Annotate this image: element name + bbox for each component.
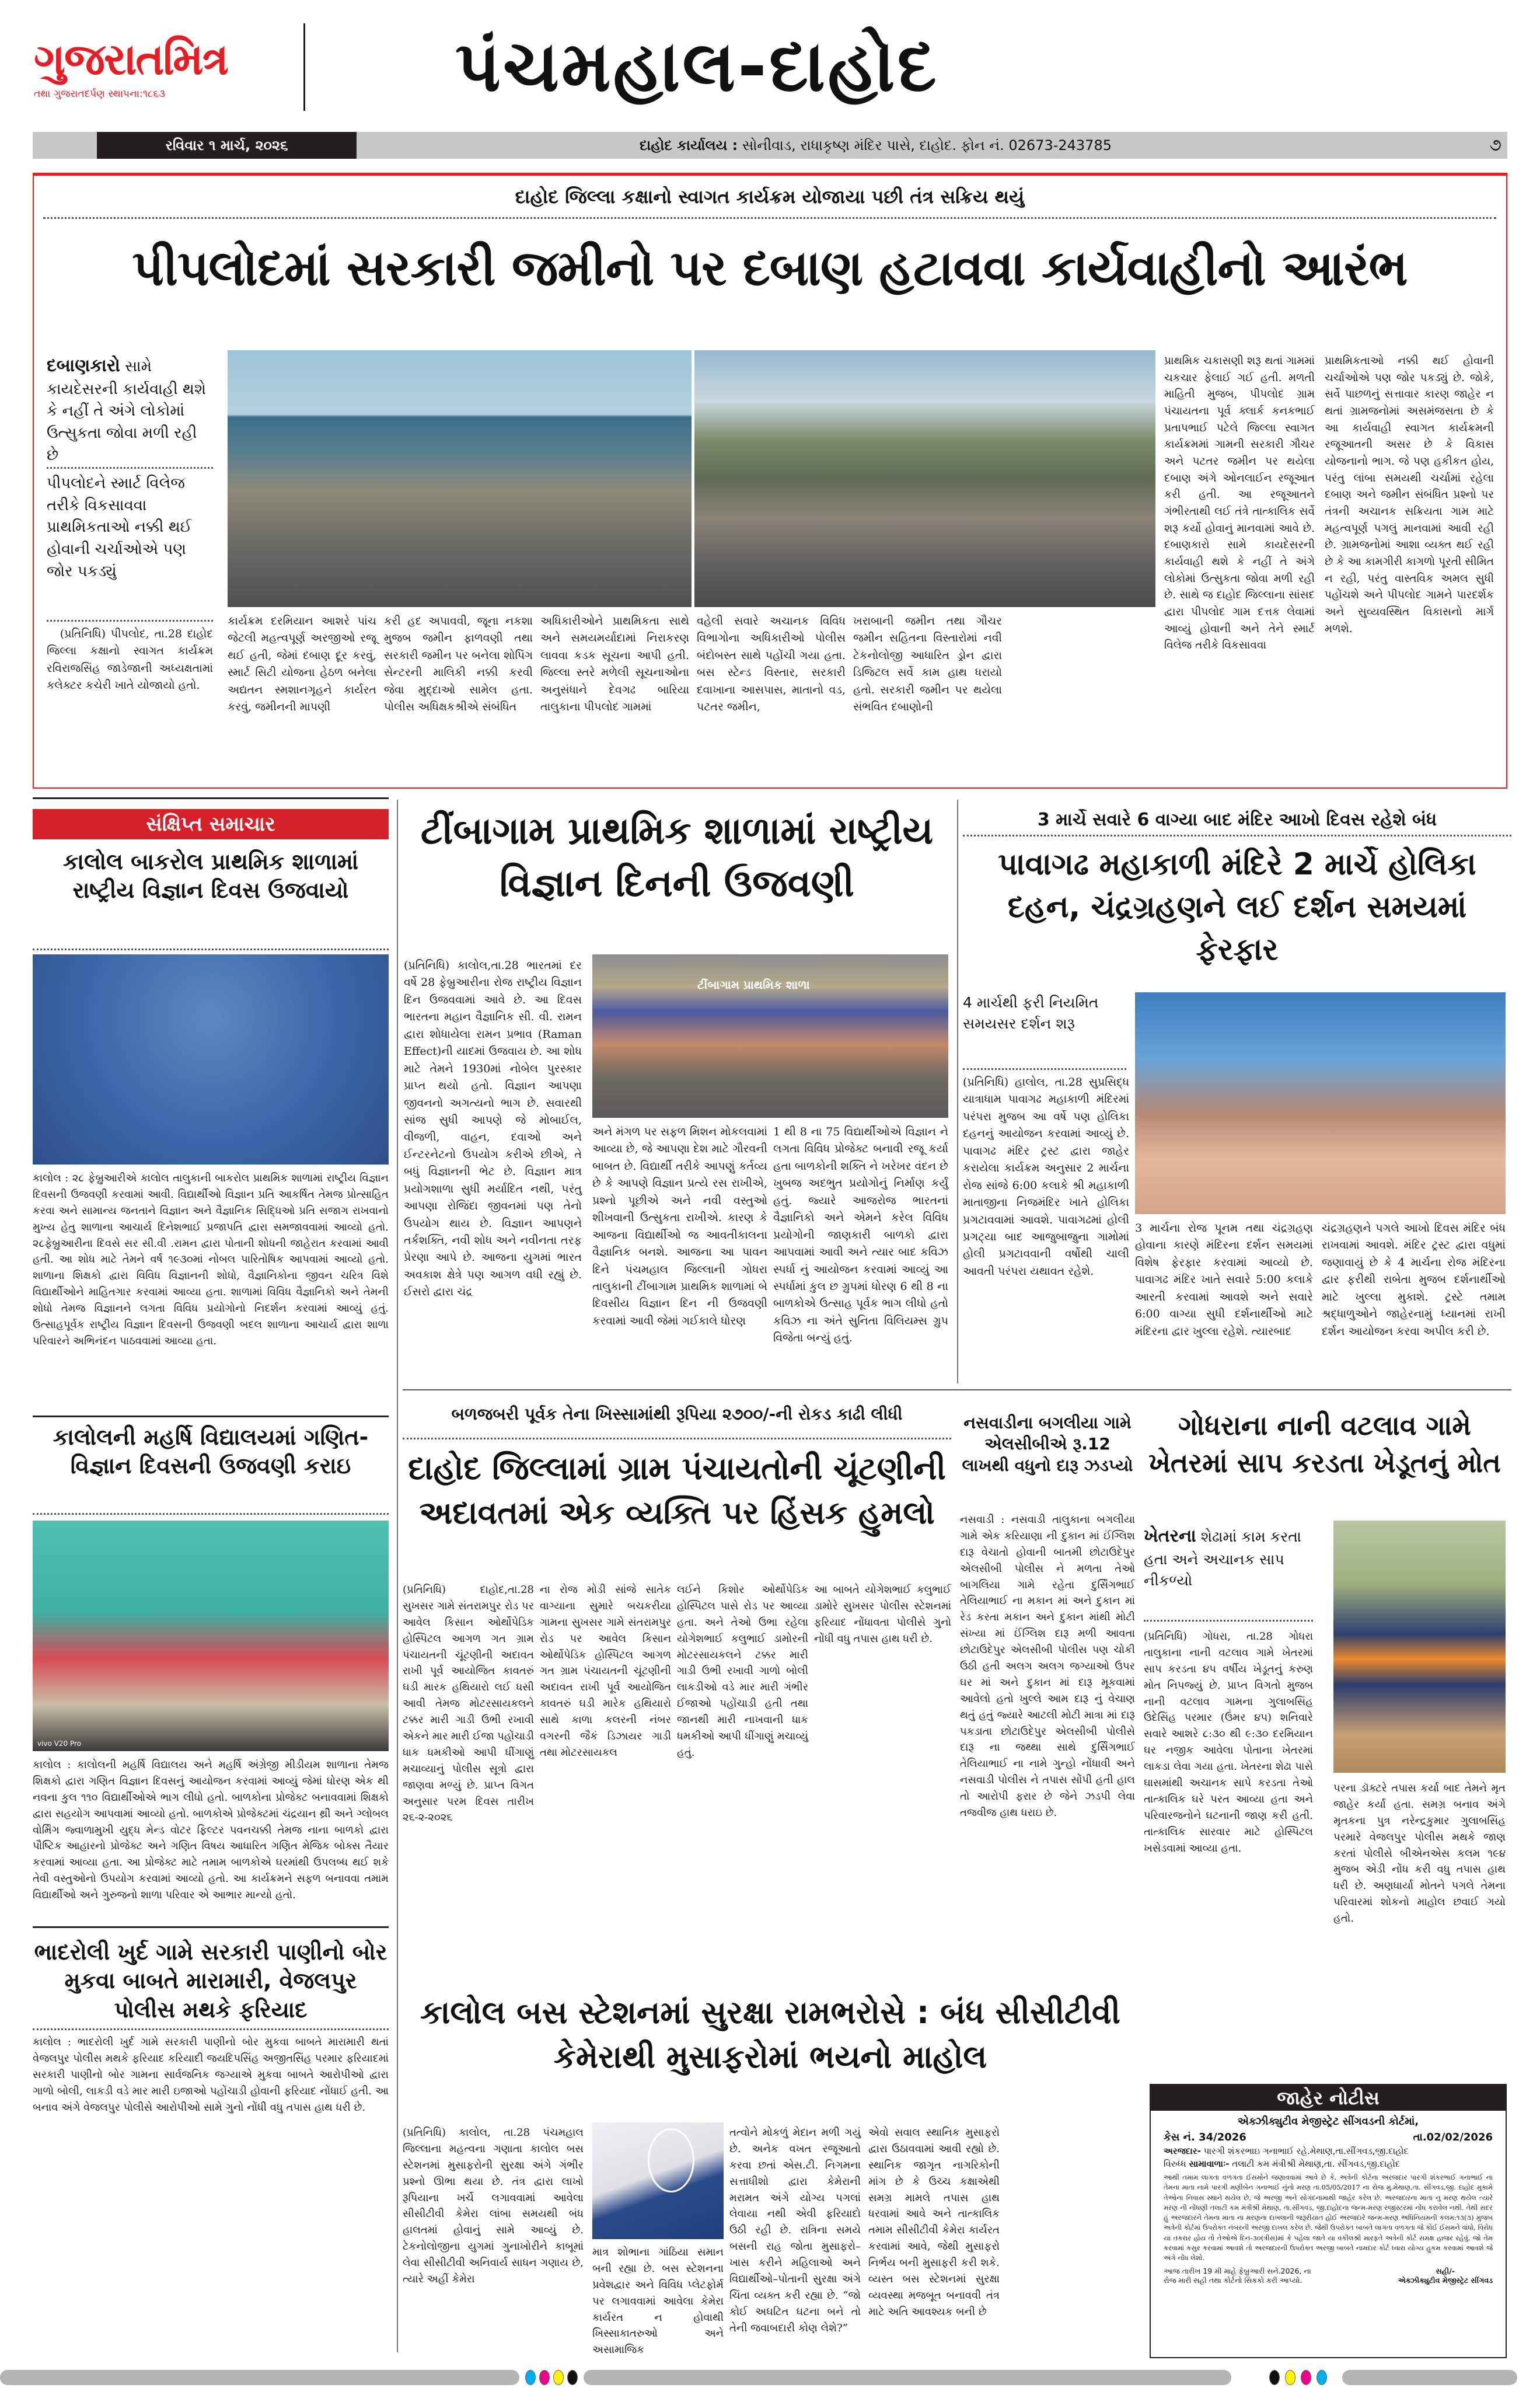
snake-highlight-text: શેઢામાં કામ કરતા હતા અને અચાનક સાપ નીકળ્યો [1144, 1528, 1301, 1589]
notice-footer-left-2: રોજ મારી સહી તથા કોર્ટનો સિકકો કરી આપ્યો. [1164, 2276, 1302, 2285]
notice-case-row [1151, 2128, 1506, 2143]
attack-kicker: બળજબરી પૂર્વક તેના ખિસ્સામાંથી રૂપિયા ૨૭૦૦/-ની રોકડ કાઢી લીધી [451, 1404, 903, 1424]
registration-marks-1 [525, 2370, 578, 2385]
magenta-registration-mark [539, 2370, 550, 2385]
pavagadh-column-2: 3 માર્ચના રોજ પૂનમ તથા ચંદ્રગ્રહણ હોવાના કારણે મંદિરના દર્શન સમયમાં વિશેષ ફેરફાર કરવામાં આવ્યો છે. પાવાગઢ મંદિર ખાતે સવારે 5:00 કલાકે આરતી કરવામાં આવશે અને સવારે 6:00 વાગ્યા સુધી દર્શનાર્થીઓ માટે મંદિરના દ્વાર ખુલ્લા રહેશે. ત્યારબાદ [1135, 1222, 1313, 1338]
lead-highlight-1-bold: દબાણકારો [47, 355, 120, 376]
notice-signatory: એક્ઝીક્યુટીવ મેજીસ્ટ્રેટ સીંગવડ [1398, 2276, 1493, 2285]
lead-headline: પીપલોદમાં સરકારી જમીનો પર દબાણ હટાવવા કાર્યવાહીનો આરંભ [132, 239, 1408, 297]
brief-2-top-rule [33, 1416, 389, 1417]
cctv-column-1: (પ્રતિનિધિ) કાલોલ, તા.28 પંચમહાલ જિલ્લાના મહત્વના ગણાતા કાલોલ બસ સ્ટેશનમાં મુસાફરોની સુરક્ષા અંગે ગંભીર પ્રશ્નો ઊભા થયા છે. તંત્ર દ્વારા લાખો રૂપિયાના ખર્ચે લગાવવામાં આવેલા સીસીટીવી કેમેરા લાંબા સમયથી બંધ હાલતમાં હોવાનું સામે આવ્યું છે. ટેકનોલોજીના યુગમાં ગુનાખોરીને કાબૂમાં લેવા સીસીટીવી અનિવાર્ય સાધન ગણાય છે, ત્યારે અહીં કેમેરા [403, 2126, 584, 2286]
attack-column-1: (પ્રતિનિધિ) દાહોદ,તા.28 સુખસર ગામે સંતરામપુર રોડ પર આવેલ કિસાન ઓર્થોપેડિક હોસ્પિટલ આગળ ગત ગ્રામ પંચાયતની ચૂંટણીની અદાવત રાખી પૂર્વ આયોજિત કાવતરું ઘડી મારક હથિયારો લઈ ધસી આવી તેમજ મોટરસાયકલને ટક્કર મારી ગાડી ઉભી રખાવી એકને માર મારી ઈજા પહોંચાડી ધાક ધમકીઓ આપી ધીંગાણું મચાવ્યાનું પોલીસ સૂત્રો દ્વારા જાણવા મળ્યું છે. પ્રાપ્ત વિગત અનુસાર પરમ દિવસ તારીખ ૨૬-૨-૨૦૨૬ [403, 1584, 535, 1824]
lead-highlight-1 [47, 353, 213, 466]
page-number: ૭ [1489, 135, 1501, 155]
pavagadh-highlight: 4 માર્ચથી ફરી નિયમિત સમયસર દર્શન શરૂ [963, 994, 1099, 1033]
cyan-registration-mark [1316, 2370, 1327, 2385]
issue-date: રવિવાર ૧ માર્ચ, ૨૦૨૬ [97, 132, 357, 159]
registration-bar-middle [584, 2370, 1231, 2385]
registration-bar-left [0, 2370, 519, 2385]
lead-photo-encroachment-removal [228, 350, 692, 607]
brief-3-headline: ભાદરોલી ખુર્દ ગામે સરકારી પાણીનો બોર મુકવા બાબતે મારામારી, વેજલપુર પોલીસ મથકે ફરિયાદ [34, 1939, 387, 2023]
black-registration-mark [1269, 2370, 1280, 2385]
brief-1-headline: કાલોલ બાકરોલ પ્રાથમિક શાળામાં રાષ્ટ્રીય વિજ્ઞાન દિવસ ઉજવાયો [62, 849, 359, 904]
cctv-photo-camera [592, 2122, 724, 2239]
cctv-column-2: માત્ર શોભાના ગાંઠિયા સમાન બની રહ્યા છે. બસ સ્ટેશનના પ્રવેશદ્વાર અને વિવિધ પ્લેટફોર્મ પર લગાવવામાં આવેલા કેમેરા કાર્યરત ન હોવાથી ખિસ્સાકાતરુઓ અને અસામાજિક [592, 2246, 724, 2356]
yellow-registration-mark [553, 2370, 564, 2385]
magenta-registration-mark [1301, 2370, 1311, 2385]
pavagadh-headline: પાવાગઢ મહાકાળી મંદિરે 2 માર્ચે હોલિકા દહન, ચંદ્રગ્રહણને લઈ દર્શન સમયમાં ફેરફાર [998, 847, 1476, 967]
notice-applicant-label: અરજદાર- [1164, 2146, 1201, 2156]
camera-highlight-circle [648, 2128, 694, 2192]
brief-2-headline: કાલોલની મહર્ષિ વિદ્યાલયમાં ગણિત-વિજ્ઞાન દિવસની ઉજવણી કરાઇ [53, 1424, 369, 1479]
snake-photo-farmer [1333, 1521, 1506, 1773]
lead-kicker: દાહોદ જિલ્લા કક્ષાનો સ્વાગત કાર્યક્રમ યોજાયા પછી તંત્ર સક્રિય થયું [515, 186, 1025, 208]
brief-1-body: કાલોલ : ૨૮ ફેબ્રુઆરીએ કાલોલ તાલુકાની બાકરોલ પ્રાથમિક શાળામાં રાષ્ટ્રીય વિજ્ઞાન દિવસની ઉજવણી કરવામાં આવી. વિદ્યાર્થીઓ વિજ્ઞાન પ્રતિ આકર્ષિત તેમજ પ્રોત્સાહિત કરવા અને સામાન્ય જનતાને વિજ્ઞાન અને વૈજ્ઞાનિક સિદ્ધિઓ પ્રતિ સજાગ રાખવાનો મુખ્ય હેતુ શાળાના આચાર્ય દિનેશભાઈ પ્રજાપતિ દ્વારા સમજાવવામાં આવ્યો હતો. ૨૮ફેબ્રુઆરીના દિવસે સર સી.વી .રામન દ્વારા પોતાની શોધની જાહેરાત કરવામાં આવી હતી. આ શોધ માટે તેમને વર્ષ ૧૯૩૦માં નોબલ પારિતોષિક આપવામાં આવ્યો હતો. શાળાના શિક્ષકો દ્વારા વિવિધ વિજ્ઞાનની શોધો, વૈજ્ઞાનિકોના જીવન ચરિત્ર વિશે વિદ્યાર્થીઓને માહિતગાર કરવામાં આવ્યા હતા. શાળામાં વિવિધ વૈજ્ઞાનિકો અને તેમની શોધો તેમજ વિજ્ઞાનને લગતા વિવિધ પ્રયોગોનો નિદર્શન કરવામાં આવ્યું હતું. ઉત્સાહપૂર્વક રાષ્ટ્રીય વિજ્ઞાન દિવસની ઉજવણી બદલ શાળાના આચાર્ય દ્વારા શાળા પરિવારને અભિનંદન પાઠવવામાં આવ્યા હતા. [33, 1172, 389, 1347]
notice-body: આથી તમામ લાગતા વળગતા ઈસમોને જણાવવામાં આવે છે કે, અત્રેની કોર્ટના અરજદાર પારગી શંકરભાઈ ગનાભાઈ ના તેમના માતા નામે પારગી મણીબેન ગનાભાઈ નુંનો મરણ તા.05/05/2017 ના રોજ મુ.મેથાણ,તા. સીંગવડ,જી. દાહોદ મુકામે તેઓના નિવાસ સ્થાને થયેલ છે, જે અરજી અને સોગંદનામાથી જાહેર કરેલ છે. અરજદારના માતા નુ મરણ થયેલ ત્યારે મરણ ની નોંધણી તલાટી કમ મંત્રીશ્રી મેથાણ, તા.સીંગવડ, જી.દાહોદના જન્મ-મરણ રજીસ્ટરમાં નોંધ કરાવેલ નથી. તેથી સદર હું અરજદારને તેમના માતા ના મરણના દાખલાની જરૂરીયાત હોઈ અરજદારે જન્મ-મરણ અધિનિયમની કલમ:૧૩(૩) મુજબ અત્રેની કોર્ટમાં ઉપરોક્ત નંબરની અરજી દાખલ કરેલ છે. જેથી ઉપરોક્ત બાબતે લાગતા વળગતા જે કોઈ ઈસમને વાંધો, વિરોધ યા તકરાર હોય તો તેઓએ દિન-૩૦(ત્રીસ)માં કે પહેલા જાતે યા વકીલશ્રી મારફતે અત્રેની કોર્ટ સમક્ષ હાજર રહેવું. જો તેમ કરવામાં કસુર કરવામાં આવશે તો અરજદારની ઉપરોક્ત અરજી બાબતે નામદાર કોર્ટ ધ્વારા યોગ્ય હુકમ કરવામાં આવશે જે અંગે નોંધ લેશો. [1164, 2173, 1493, 2262]
notice-title: જાહેર નોટીસ [1151, 2085, 1506, 2111]
lead-column-4: અધિકારીઓને પ્રાથમિકતા સાથે અને સમયમર્યાદામાં નિરાકરણ લાવવા કડક સૂચના આપી હતી. જિલ્લા સ્તરે મળેલી સૂચનાઓના અનુસંધાને દેવગઢ બારિયા તાલુકાના પીપલોદ ગામમાં [540, 615, 689, 714]
cyan-registration-mark [525, 2370, 536, 2385]
snake-highlight [1144, 1524, 1313, 1591]
lead-column-1 [47, 626, 213, 695]
black-registration-mark [567, 2370, 578, 2385]
briefs-top-rule [33, 797, 389, 799]
lead-column-8: પ્રાથમિકતાઓ નક્કી થઈ હોવાની ચર્ચાઓએ પણ જોર પકડ્યું છે. જોકે, સર્વે પાછળનું સત્તાવાર કારણ જાહેર ન થતાં ગ્રામજનોમાં અસમંજસતા છે કે આ કાર્યવાહી સ્વાગત કાર્યક્રમની રજૂઆતની અસર છે કે વિકાસ યોજનાનો ભાગ. જે પણ હકીકત હોય, પરંતુ લાંબા સમયથી ચર્ચામાં રહેલા દબાણ અને જમીન સંબંધિત પ્રશ્નો પર તંત્રની અચાનક સક્રિયતા ગામ માટે મહત્વપૂર્ણ પગલું માનવામાં આવી રહી છે. ગ્રામજનોમાં આશા વ્યક્ત થઈ રહી છે કે આ કામગીરી કાગળો પૂરતી સીમિત ન રહી, પરંતુ વાસ્તવિક અમલ સુધી પહોંચશે અને પીપલોદ ગામને પારદર્શક અને સુવ્યવસ્થિત વિકાસનો માર્ગ મળશે. [1325, 355, 1494, 635]
cctv-headline: કાલોલ બસ સ્ટેશનમાં સુરક્ષા રામભરોસે : બંધ સીસીટીવી કેમેરાથી મુસાફરોમાં ભયનો માહોલ [420, 1994, 1120, 2075]
office-address-text: સોનીવાડ, રાધાકૃષ્ણ મંદિર પાસે, દાહોદ. ફોન નં. 02673-243785 [742, 137, 1112, 154]
snake-column-1: (પ્રતિનિધિ) ગોધરા, તા.28 ગોધરા તાલુકાના નાની વટલાવ ગામે ખેતરમાં સાપ કરડતા ૪૫ વર્ષીય ખેડૂતનું કરુણ મોત નિપજ્યું છે. પ્રાપ્ત વિગતો મુજબ નાની વટલાવ ગામના ગુલાબસિંહ ઉદેસિંહ પરમાર (ઉંમર ૪૫) શનિવારે સવારે આશરે ૮:૩૦ થી ૯:૩૦ દરમિયાન ઘર નજીક આવેલા પોતાના ખેતરમાં લાકડા લેવા ગયા હતા. ખેતરના શેઢા પાસે ઘાસમાંથી અચાનક સાપે કરડતા તેઓ તાત્કાલિક ઘરે પરત આવ્યા હતા અને પરિવારજનોને ઘટનાની જાણ કરી હતી. તાત્કાલિક સારવાર માટે હોસ્પિટલ ખસેડવામાં આવ્યા હતા. [1144, 1630, 1313, 1854]
lead-column-2: કાર્યક્રમ દરમિયાન આશરે પાંચ જેટલી મહત્વપૂર્ણ અરજીઓ રજૂ થઈ હતી, જેમાં દબાણ દૂર કરવું, સ્માર્ટ સિટી યોજના હેઠળ બનેલા અદ્યતન સ્મશાનગૃહને કાર્યરત કરવું, જમીનની માપણી [228, 615, 376, 714]
cctv-column-3: તત્વોને મોકળું મેદાન મળી ગયું છે. અનેક વખત રજૂઆતો કરવા છતાં એસ.ટી. નિગમના સત્તાધીશો દ્વારા કેમેરાની મરામત અંગે યોગ્ય પગલાં લેવાયા નથી એવી ફરિયાદો ઉઠી રહી છે. રાત્રિના સમયે બસની રાહ જોતા મુસાફરો–ખાસ કરીને મહિલાઓ અને વિદ્યાર્થીઓ–પોતાની સુરક્ષા અંગે ચિંતા વ્યક્ત કરી રહ્યા છે. “જો કોઈ અઘટિત ઘટના બને તો તેની જવાબદારી કોણ લેશે?” [729, 2126, 861, 2334]
snake-highlight-bold: ખેતરના [1144, 1526, 1196, 1546]
science-column-1: (પ્રતિનિધિ) કાલોલ,તા.28 ભારતમાં દર વર્ષે 28 ફેબ્રુઆરીના રોજ રાષ્ટ્રીય વિજ્ઞાન દિન ઉજવવામાં આવે છે. આ દિવસ ભારતના મહાન વૈજ્ઞાનિક સી. વી. રામન દ્વારા શોધાયેલા રામન પ્રભાવ (Raman Effect)ની યાદમાં ઉજવાય છે. આ શોધ માટે તેમને 1930માં નોબેલ પુરસ્કાર પ્રાપ્ત થયો હતો. વિજ્ઞાન આપણા જીવનનો અગત્યનો ભાગ છે. સવારથી સાંજ સુધી આપણે જે મોબાઈલ, વીજળી, વાહન, દવાઓ અને ઈન્ટરનેટનો ઉપયોગ કરીએ છીએ, તે બધું વિજ્ઞાનની ભેટ છે. વિજ્ઞાન માત્ર પ્રયોગશાળા સુધી મર્યાદિત નથી, પરંતુ આપણા રોજિંદા જીવનમાં પણ તેનો ઉપયોગ થાય છે. વિજ્ઞાન આપણને તર્કશક્તિ, નવી શોધ અને નવીનતા તરફ પ્રેરણા આપે છે. આજના યુગમાં ભારત અવકાશ ક્ષેત્રે પણ આગળ વધી રહ્યું છે. ઈસરો દ્વારા ચંદ્ર [404, 959, 582, 1299]
registration-marks-2 [1269, 2370, 1327, 2385]
brief-3-body: કાલોલ : ભાદરોલી ખુર્દ ગામે સરકારી પાણીનો બોર મુકવા બાબતે મારામારી થતાં વેજલપુર પોલીસ મથકે ફરિયાદ કરિયાદી જયદિપસિંહ અજીતસિંહ પરમાર ફરિયાદમાં સરકારી પાણીનો બોર ગામના સાર્વજનિક જગ્યાએ મુકવા બાબતે આરોપીઓ દ્વારા ગાળો બોલી, લાકડી વડે માર મારી ઇજાઓ પહોંચાડી હોવાની ફરિયાદ નોંધાઈ હતી. આ બનાવ અંગે વેજલપુર પોલીસે આરોપીઓ સામે ગુનો નોંધી વધુ તપાસ હાથ ધરી છે. [33, 2036, 389, 2114]
snake-column-2: પરના ડૉક્ટરે તપાસ કર્યા બાદ તેમને મૃત જાહેર કર્યા હતા. સમગ્ર બનાવ અંગે મૃતકના પુત્ર નરેન્દ્રકુમાર ગુલાબસિંહ પરમારે વેજલપુર પોલીસ મથકે જાણ કરતાં પોલીસે બીએનએસ કલમ ૧૯૪ મુજબ એડી નોંધ કરી વધુ તપાસ હાથ ધરી છે. અણધાર્યા મોતને પગલે તેમના પરિવારમાં શોકનો માહોલ છવાઈ ગયો હતો. [1333, 1782, 1506, 1925]
pavagadh-column-3: ચંદ્રગ્રહણને પગલે આખો દિવસ મંદિર બંધ રાખવામાં આવશે. મંદિર ટ્રસ્ટ દ્વારા વધુમાં જણાવાયું છે કે 4 માર્ચના રોજ મંદિરના દ્વાર ફરીથી રાબેતા મુજબ દર્શનાર્થીઓ માટે ખુલ્લા મુકાશે. ટ્રસ્ટે તમામ શ્રદ્ધાળુઓને જાહેરનામું ધ્યાનમાં રાખી દર્શન આયોજન કરવા અપીલ કરી છે. [1322, 1222, 1506, 1338]
lead-highlight-1-text: સામે કાયદેસરની કાર્યવાહી થશે કે નહીં તે અંગે લોકોમાં ઉત્સુકતા જોવા મળી રહી છે [47, 358, 206, 464]
pavagadh-kicker-rule [963, 835, 1511, 836]
pavagadh-photo-temple [1135, 992, 1506, 1214]
masthead-divider [303, 23, 305, 111]
brief-3-rule [33, 2028, 389, 2030]
notice-respondent [1151, 2156, 1506, 2169]
edition-title: પંચમહાલ-દાહોદ [455, 26, 939, 107]
logo-tagline: તથા ગુજરાતદર્પણ સ્થાપના:૧૮૬૩ [34, 88, 166, 100]
cctv-column-4: એવો સવાલ સ્થાનિક મુસાફરો દ્વારા ઉઠાવવામાં આવી રહ્યો છે. સ્થાનિક જાગૃત નાગરિકોની માંગ છે કે ઉચ્ચ કક્ષાએથી સમગ્ર મામલે તપાસ હાથ ધરવામાં આવે અને તાત્કાલિક તમામ સીસીટીવી કેમેરા કાર્યરત કરવામાં આવે, જેથી મુસાફરો નિર્ભય બની મુસાફરી કરી શકે. વ્યસ્ત બસ સ્ટેશનમાં સુરક્ષા વ્યવસ્થા મજબૂત બનાવવી તંત્ર માટે અતિ આવશ્યક બની છે [868, 2126, 1000, 2318]
briefs-banner: સંક્ષિપ્ત સમાચાર [33, 809, 389, 839]
snake-headline: ગોધરાના નાની વટલાવ ગામે ખેતરમાં સાપ કરડતા ખેડૂતનું મોત [1148, 1410, 1501, 1479]
attack-column-3: લઈને કિશોર ઓર્થોપેડિક હોસ્પિટલ પાસે રોડ પર આવ્યા હતા. અને તેઓ ઉભા રહેલા યોગેશભાઈ કલુભાઈ ડામોરની મોટરસાયકલને ટક્કર મારી ગાડી ઉભી રખાવી ગાળો બોલી લાકડીઓ વડે માર મારી ગંભીર ઈજાઓ પહોંચાડી હતી તથા જાનથી મારી નાખવાની ધાક ધમકીઓ આપી ધીંગાણું મચાવ્યું હતું. [677, 1584, 808, 1759]
pavagadh-column-1: (પ્રતિનિધિ) હાલોલ, તા.28 સુપ્રસિદ્ધ યાત્રાધામ પાવાગઢ મહાકાળી મંદિરમાં પરંપરા મુજબ આ વર્ષે પણ હોલિકા દહનનું આયોજન કરવામાં આવ્યું છે. પાવાગઢ મંદિર ટ્રસ્ટ દ્વારા જાહેર કરાયેલા કાર્યક્રમ અનુસાર 2 માર્ચના રોજ સાંજે 6:00 કલાકે શ્રી મહાકાળી માતાજીના નિજમંદિર ખાતે હોલિકા પ્રગટાવવામાં આવશે. પાવાગઢમાં હોલી પ્રગટ્યા બાદ આજુબાજુના ગામોમાં હોલી પ્રગટાવવાની વર્ષોથી ચાલી આવતી પરંપરા યથાવત રહેશે. [963, 1076, 1129, 1278]
brief-1-rule [33, 949, 389, 950]
brief-3-top-rule [33, 1926, 389, 1928]
registration-bar-right [1342, 2370, 1517, 2385]
public-notice [1150, 2084, 1507, 2358]
lead-highlight-rule [47, 467, 213, 469]
notice-footer [1151, 2263, 1506, 2285]
lead-column-5: વહેલી સવારે અચાનક વિવિધ વિભાગોના અધિકારીઓ પોલીસ બંદોબસ્ત સાથે પહોંચી ગયા હતા. બસ સ્ટેન્ડ વિસ્તાર, સરકારી દવાખાના આસપાસ, માતાનો વડ, પટતર જમીન, [697, 615, 846, 714]
science-column-3: 1 થી 8 ના 75 વિદ્યાર્થીઓએ વિજ્ઞાન ને લગતા વિવિધ પ્રોજેક્ટ બનાવી રજૂ કર્યા હતા બાળકોની શક્તિ ને ખરેખર વંદન છે ખુબજ અદભુત પ્રયોગોનું નિર્માણ કર્યું હતું. જ્યારે આજરોજ ભારતનાં વૈજ્ઞાનિકો અને એમને કરેલ વિવિધ પ્રયોગોની જાણકારી બાળકો દ્વારા આપવામાં આવી અને ત્યાર બાદ કવિઝ સ્પર્ધા નું આયોજન કરવામાં આવ્યું આ સ્પર્ધામાં કુલ છ ગ્રુપમાં ધોરણ 6 થી 8 ના બાળકોએ ઉત્સાહ પૂર્વક ભાગ લીધો હતો કવિઝ ના અંતે સુનિતા વિલિયમ્સ ગ્રુપ વિજેતા બન્યું હતું. [773, 1125, 948, 1345]
photo-camera-label: vivo V20 Pro [37, 1739, 82, 1748]
column-divider [397, 800, 398, 2352]
liquor-headline: નસવાડીના બગલીયા ગામે એલસીબીએ રૂ.12 લાખથી વધુનો દારૂ ઝડપ્યો [962, 1413, 1133, 1475]
dateline-bar [33, 132, 1507, 159]
brief-1-photo-students [33, 954, 389, 1165]
notice-footer-left-1: આજ તારીખ 19 મી માહે ફેબ્રુઆરી સને.2026, ના [1164, 2267, 1311, 2276]
notice-case-number: કેસ નં. 34/2026 [1164, 2131, 1246, 2143]
pavagadh-kicker: 3 માર્ચે સવારે 6 વાગ્યા બાદ મંદિર આખો દિવસ રહેશે બંધ [1037, 810, 1437, 830]
lead-photo-officials-survey [694, 350, 1155, 607]
lead-column-6: ખરાબાની જમીન તથા ગૌચર જમીન સહિતના વિસ્તારોમાં નવી ટેકનોલોજી આધારિત ડ્રોન દ્વારા ડિજિટલ સર્વે કામ હાથ ધરાયો હતો. સરકારી જમીન પર થયેલા સંભવિત દબાણોની [853, 615, 1002, 714]
lead-highlight-rule-2 [47, 620, 213, 622]
notice-respondent-prefix: વિરુધ્ધ [1164, 2159, 1189, 2169]
section-rule [403, 1389, 1511, 1390]
brief-2-photo-students [33, 1521, 389, 1751]
notice-date: તા.02/02/2026 [1413, 2131, 1493, 2143]
science-column-2: અને મંગળ પર સફળ મિશન મોકલવામાં આવ્યા છે, જે આપણા દેશ માટે ગૌરવની બાબત છે. વિદ્યાર્થી તરીકે આપણું કર્તવ્ય છે કે આપણે વિજ્ઞાન પ્રત્યે રસ રાખીએ, પ્રશ્નો પૂછીએ અને નવી વસ્તુઓ શીખવાની ઉત્સુકતા રાખીએ. કારણ કે આજના વિદ્યાર્થીઓ જ આવતીકાલના વૈજ્ઞાનિક બનશે. આજના આ પાવન દિને પંચમહાલ જિલ્લાની ગોધરા તાલુકાની ટીંબાગામ પ્રાથમિક શાળામાં બે દિવસીય વિજ્ઞાન દિન ની ઉજવણી કરવામાં આવી જેમાં ગઈકાલે ધોરણ [592, 1125, 767, 1327]
liquor-body: નસવાડી : નસવાડી તાલુકાના બગલીયા ગામે એક કરિયાણા ની દુકાન માં ઈંગ્લિશ દારૂ વેચાતો હોવાની બાતમી છોટાઉદેપુર એલસીબી પોલીસ ને મળતા તેઓ બાગલિયા ગામે રહેતા દુર્સિંગભાઈ તેલિયાભાઈ ના મકાન માં અને દુકાન માં રેડ કરતા મકાન અને દુકાન માંથી મોટી સંખ્યા માં ઈંગ્લિશ દારૂ મળી આવતા છોટાઉદેપુર એલસીબી પોલીસ પણ ચોકી ઉઠી હતી અલગ અલગ જગ્યાઓ ઉપર ઘર માં અને દુકાન માં દારૂ મૂકવામાં આવેલો હતો ખુલ્લે આમ દારૂ નું વેચાણ થતું હતું જ્યારે આટલી મોટી માત્રા માં દારૂ પકડાતા છોટાઉદેપુર એલસીબી પોલીસે દારૂ ના જથ્થા સાથે દુર્સિંગભાઈ તેલિયાભાઈ ના નામે ગુન્હો નોંધાવી અને નસવાડી પોલીસ ને તપાસ સોંપી હતી હાલ તો આરોપી ફરાર છે જેને ઝડપી લેવા તજવીજ હાથ ધરાઇ છે. [960, 1514, 1135, 1819]
lead-highlight-2: પીપલોદને સ્માર્ટ વિલેજ તરીકે વિકસાવવા પ્રાથમિકતાઓ નક્કી થઈ હોવાની ચર્ચાઓએ પણ જોર પકડ્યું [47, 475, 192, 580]
attack-column-4: આ બાબતે યોગેશભાઈ કલુભાઈ ડામોરે સુખસર પોલીસ સ્ટેશનમાં ફરિયાદ નોંધાવતા પોલીસે ગુનો નોંધી વધુ તપાસ હાથ ધરી છે. [814, 1584, 951, 1645]
banner-text-in-photo: ટીંબાગામ પ્રાથમિક શાળા [697, 978, 810, 992]
logo-text: ગુજરાતમિત્ર [34, 34, 228, 85]
lead-column-3: કરી હદ અપાવવી, જૂના નકશા મુજબ જમીન ફાળવણી તથા સરકારી જમીન પર બનેલા શોપિંગ સેન્ટરની માલિકી નક્કી કરવી જેવા મુદ્દાઓ સામેલ હતા. પોલીસ અધિક્ષકશ્રીએ સંબંધિત [384, 615, 533, 714]
notice-court: એક્ઝીક્યુટીવ મેજીસ્ટ્રેટ સીંગવડની કોર્ટમાં, [1237, 2115, 1419, 2128]
yellow-registration-mark [1285, 2370, 1295, 2385]
attack-column-2: ના રોજ મોડી સાંજે સાતેક વાગ્યાના સુમારે બચકરીયા ગામના સુખસર ગામે સંતરામપુર રોડ પર આવેલ કિસાન ઓર્થોપેડિક હોસ્પિટલ આગળ ગત ગ્રામ પંચાયતની ચૂંટણીની અદાવત રાખી પૂર્વ આયોજિત કાવતરું ઘડી મારેક હથિયારો સાથે કાળા કલરની નંબર વગરની જૈકં ડિઝાયર ગાડી તથા મોટરસાયકલ [540, 1584, 671, 1759]
lead-column-7: પ્રાથમિક ચકાસણી શરૂ થતાં ગામમાં ચકચાર ફેલાઈ ગઈ હતી. મળતી માહિતી મુજબ, પીપલોદ ગ્રામ પંચાયતના પૂર્વ ક્લાર્ક કનકભાઈ પ્રતાપભાઈ પટેલે જિલ્લા સ્વાગત કાર્યક્રમમાં ગામની સરકારી ગૌચર અને પટતર જમીન પર થયેલા દબાણ અંગે ઓનલાઈન રજૂઆત કરી હતી. આ રજૂઆતને ગંભીરતાથી લઈ તંત્રે તાત્કાલિક સર્વે શરૂ કર્યો હોવાનું માનવામાં આવે છે. દબાણકારો સામે કાયદેસરની કાર્યવાહી થશે કે નહીં તે અંગે લોકોમાં ઉત્સુકતા જોવા મળી રહી છે. સાથે જ દાહોદ જિલ્લાના સાંસદ દ્વારા પીપલોદ ગામ દત્તક લેવામાં આવ્યું હોવાની અને તેને સ્માર્ટ વિલેજ તરીકે વિકસાવવા [1164, 355, 1315, 652]
notice-respondent-name: તલાટી કમ મંત્રીશ્રી મેથાણ,તા. સીંગવડ,જી.દાહોદ [1229, 2159, 1401, 2169]
lead-kicker-rule [43, 217, 1496, 219]
notice-respondent-label: સામાવાળાઃ- [1189, 2159, 1230, 2169]
attack-kicker-rule [403, 1438, 951, 1439]
column-divider-2 [957, 800, 958, 1383]
notice-signature: સહી/- [1436, 2267, 1455, 2276]
brief-2-body: કાલોલ : કાલોલની મહર્ષિ વિદ્યાલય અને મહર્ષિ અંગ્રેજી મીડીયમ શાળાના તેમજ શિક્ષકો દ્વારા ગણિત વિજ્ઞાન દિવસનું આયોજન કરવામાં આવ્યું જેમાં ધોરણ એક થી નવના કુલ ૧૧૦ વિદ્યાર્થીઓએ ભાગ લીધો હતો. બાળકોના પ્રોજેક્ટ બનાવવામાં શિક્ષકો દ્વારા સહયોગ આપવામાં આવ્યો હતો. બાળકોએ પ્રોજેક્ટમાં ચંદ્રયાન થ્રી અને ગ્લોબલ વોર્મિંગ જ્વાળામુખી યુદ્ધ મેન્ડ વોટર ફિલ્ટર પવનચક્કી તેમજ નાના બાળકો દ્વારા પૌષ્ટિક આહારનો પ્રોજેક્ટ અને ગણિત વિષય આધારિત ગણિત મેજિક બોક્સ તૈયાર કરવામાં આવ્યા હતા. આ પ્રોજેક્ટ માટે તમામ બાળકોએ ઘરમાંથી ઉપલબ્ધ થઈ શકે તેવી વસ્તુઓનો ઉપયોગ કરવામાં આવ્યો હતો. આ કાર્યક્રમને સફળ બનાવવા તમામ વિદ્યાર્થીઓ અને ગુરુજનો શાળા પરિવાર એ આભાર માન્યો હતો. [33, 1759, 389, 1902]
newspaper-logo [34, 36, 267, 100]
science-headline: ટીંબાગામ પ્રાથમિક શાળામાં રાષ્ટ્રીય વિજ્ઞાન દિનની ઉજવણી [420, 810, 934, 905]
science-photo-school-event [592, 954, 948, 1118]
attack-headline: દાહોદ જિલ્લામાં ગ્રામ પંચાયતોની ચૂંટણીની અદાવતમાં એક વ્યક્તિ પર હિંસક હુમલો [408, 1450, 946, 1531]
brief-2-rule [33, 1513, 389, 1515]
pavagadh-highlight-rule [963, 1068, 1126, 1070]
notice-applicant [1151, 2143, 1506, 2156]
lead-column-1-text: (પ્રતિનિધિ) પીપલોદ, તા.28 દાહોદ જિલ્લા કક્ષાનો સ્વાગત કાર્યક્રમ રવિરાજસિંહ જાડેજાની અધ્યક્ષતામાં કલેક્ટર કચેરી ખાતે યોજાયો હતો. [47, 627, 213, 692]
office-label: દાહોદ કાર્યાલય : [640, 137, 738, 154]
snake-highlight-rule [1144, 1620, 1313, 1622]
notice-applicant-name: પારગી શંકરભાઇ ગનાભાઈ રહે.મેથાણ,તા.સીંગવડ,જી.દાહોદ [1200, 2146, 1409, 2156]
office-address [640, 132, 1112, 159]
